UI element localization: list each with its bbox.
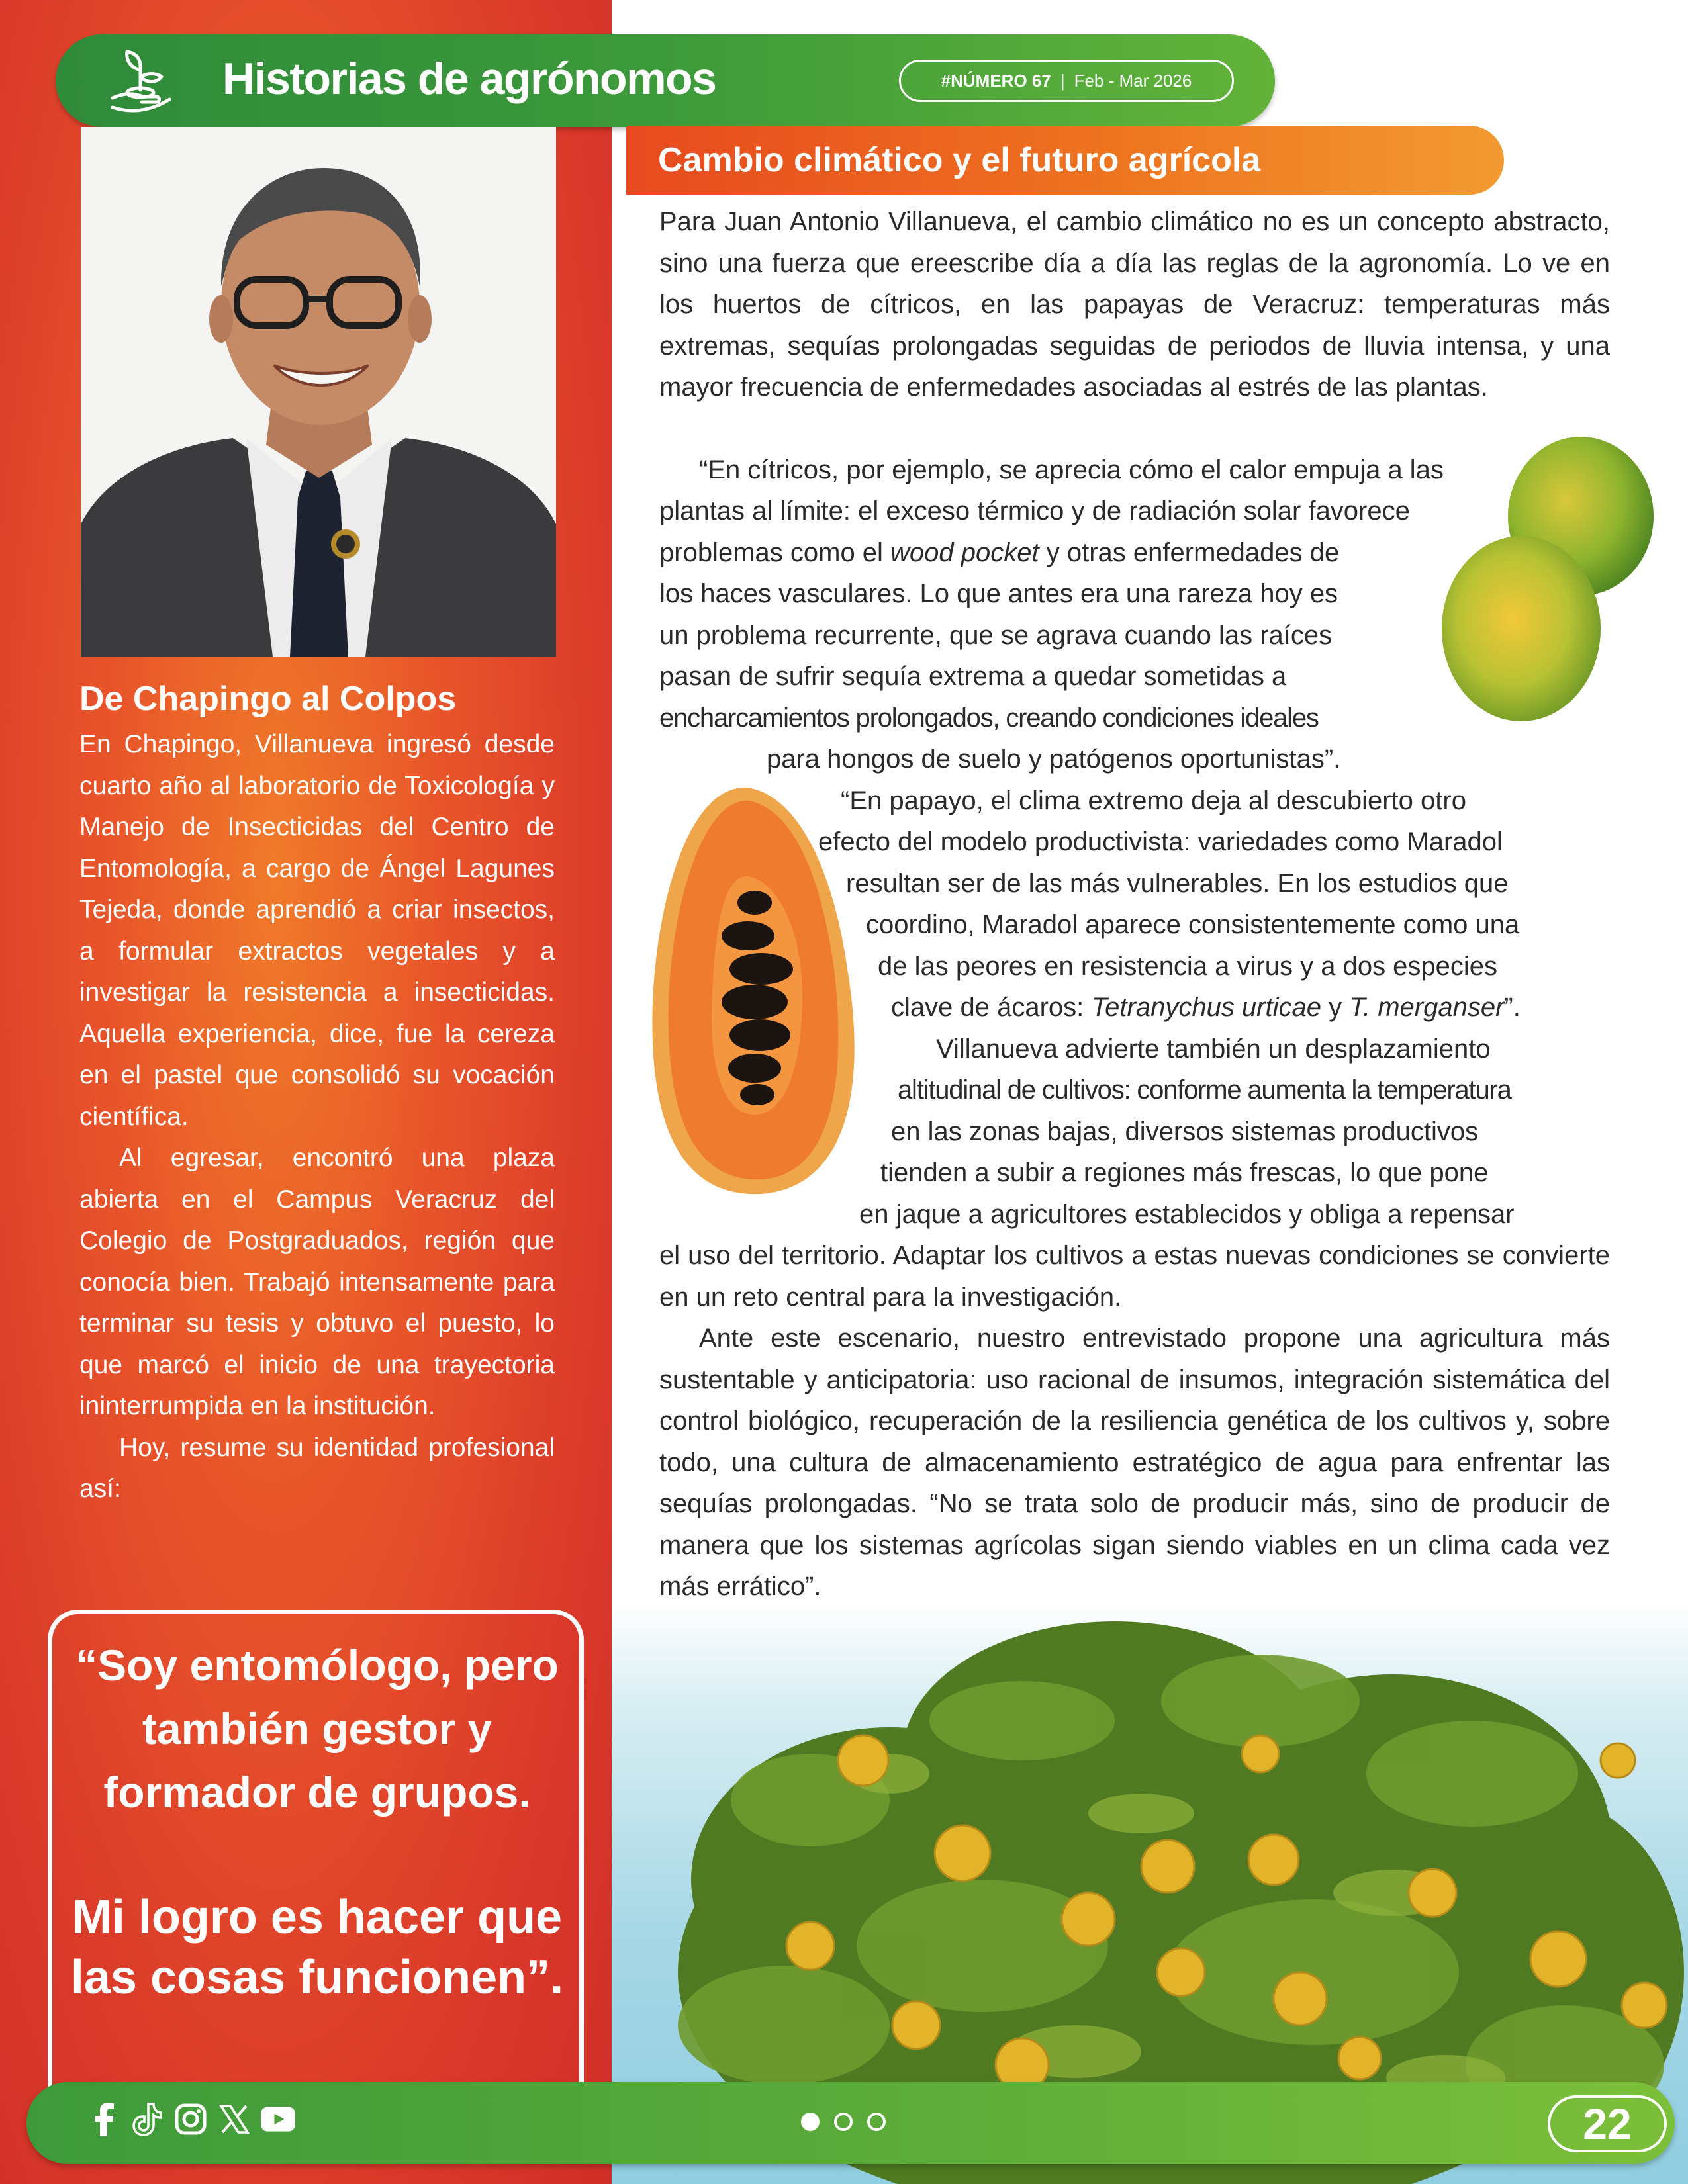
body-line: altitudinal de cultivos: conforme aumenta la temperatura [898, 1075, 1511, 1105]
body-line: en jaque a agricultores establecidos y obliga a repensar [859, 1200, 1515, 1229]
page-dot[interactable] [867, 2113, 886, 2131]
pull-quote-part2: Mi logro es hacer que las cosas funcionen”. [70, 1891, 564, 2004]
body-line: problemas como el wood pocket y otras enfermedades de [659, 538, 1340, 567]
body-line: Villanueva advierte también un desplazamiento [936, 1034, 1491, 1064]
body-paragraph-4-end: el uso del territorio. Adaptar los cultivos a estas nuevas condiciones se convierte en un reto central para la investigación. [659, 1241, 1610, 1312]
x-icon[interactable] [217, 2102, 252, 2136]
page-number: 22 [1548, 2095, 1667, 2152]
papaya-image [649, 784, 874, 1198]
left-paragraph: Al egresar, encontró una plaza abierta en el Campus Veracruz del Colegio de Postgraduados, región que conocía bien. Trabajó intensamente para terminar su tesis y obtuvo el puesto, lo que marcó el inicio de una trayectoria ininterrumpida en la institución. [79, 1144, 555, 1420]
body-line: de las peores en resistencia a virus y a dos especies [878, 952, 1498, 981]
left-paragraph: En Chapingo, Villanueva ingresó desde cuarto año al laboratorio de Toxicología y Manejo de Insecticidas del Centro de Entomología, a cargo de Ángel Lagunes Tejeda, donde aprendió a criar insectos, a formular extractos vegetales y a investigar la resistencia a insecticidas. Aquella experiencia, dice, fue la cereza en el pastel que consolidó su vocación científica. [79, 730, 555, 1131]
body-paragraph-5: Ante este escenario, nuestro entrevistado propone una agricultura más sustentable y anticipatoria: uso racional de insumos, integración sistemática del control biológico, recuperación de la resiliencia genética de los cultivos y, sobre todo, una cultura de almacenamiento estratégico de agua para enfrentar las sequías prolongadas. “No se trata solo de producir más, sino de producir de manera que los sistemas agrícolas sigan siendo viables en un clima cada vez más errático”. [659, 1324, 1610, 1601]
youtube-icon[interactable] [261, 2102, 295, 2136]
body-line: coordino, Maradol aparece consistentemente como una [866, 910, 1520, 939]
body-line: un problema recurrente, que se agrava cuando las raíces [659, 621, 1333, 650]
pull-quote-part1: “Soy entomólogo, pero también gestor y formador de grupos. [75, 1641, 559, 1817]
issue-badge [899, 60, 1234, 102]
page-dot-active[interactable] [801, 2113, 820, 2131]
body-line: para hongos de suelo y patógenos oportunistas”. [767, 745, 1341, 774]
limes-image [1436, 430, 1662, 735]
header-bar [56, 34, 1275, 127]
body-line: resultan ser de las más vulnerables. En los estudios que [846, 869, 1509, 898]
magazine-section-title: Historias de agrónomos [222, 54, 716, 104]
body-line: clave de ácaros: Tetranychus urticae y T. merganser”. [891, 993, 1521, 1022]
facebook-icon[interactable] [86, 2102, 120, 2136]
left-body-text [79, 724, 555, 1510]
interviewee-portrait [81, 127, 556, 657]
issue-separator: | [1060, 70, 1065, 91]
body-line: pasan de sufrir sequía extrema a quedar sometidas a [659, 662, 1287, 691]
footer-bar [26, 2082, 1675, 2164]
page-indicator [801, 2113, 886, 2131]
page-dot[interactable] [834, 2113, 853, 2131]
body-line: encharcamientos prolongados, creando condiciones ideales [659, 704, 1319, 733]
body-line: los haces vasculares. Lo que antes era una rareza hoy es [659, 579, 1338, 608]
social-links [86, 2102, 295, 2136]
section-title: Cambio climático y el futuro agrícola [658, 141, 1261, 179]
sprout-in-hand-icon [102, 44, 179, 120]
issue-number: #NÚMERO 67 [941, 70, 1051, 91]
body-line: “En cítricos, por ejemplo, se aprecia cómo el calor empuja a las [699, 455, 1444, 484]
body-line: “En papayo, el clima extremo deja al descubierto otro [841, 786, 1466, 815]
body-line: tienden a subir a regiones más frescas, lo que pone [880, 1158, 1489, 1187]
left-paragraph: Hoy, resume su identidad profesional así: [79, 1433, 555, 1503]
body-line: en las zonas bajas, diversos sistemas productivos [891, 1117, 1479, 1146]
instagram-icon[interactable] [173, 2102, 208, 2136]
left-section-heading: De Chapingo al Colpos [79, 680, 457, 718]
body-line: efecto del modelo productivista: variedades como Maradol [818, 827, 1503, 856]
body-line: plantas al límite: el exceso térmico y de radiación solar favorece [659, 496, 1410, 525]
issue-date: Feb - Mar 2026 [1074, 70, 1192, 91]
tiktok-icon[interactable] [130, 2102, 164, 2136]
body-paragraph-1: Para Juan Antonio Villanueva, el cambio climático no es un concepto abstracto, sino una fuerza que ereescribe día a día las reglas de la agronomía. Lo ve en los huertos de cítricos, en las papayas de Veracruz: temperaturas más extremas, sequías prolongadas seguidas de periodos de lluvia intensa, y una mayor frecuencia de enfermedades asociadas al estrés de las plantas. [659, 207, 1610, 402]
